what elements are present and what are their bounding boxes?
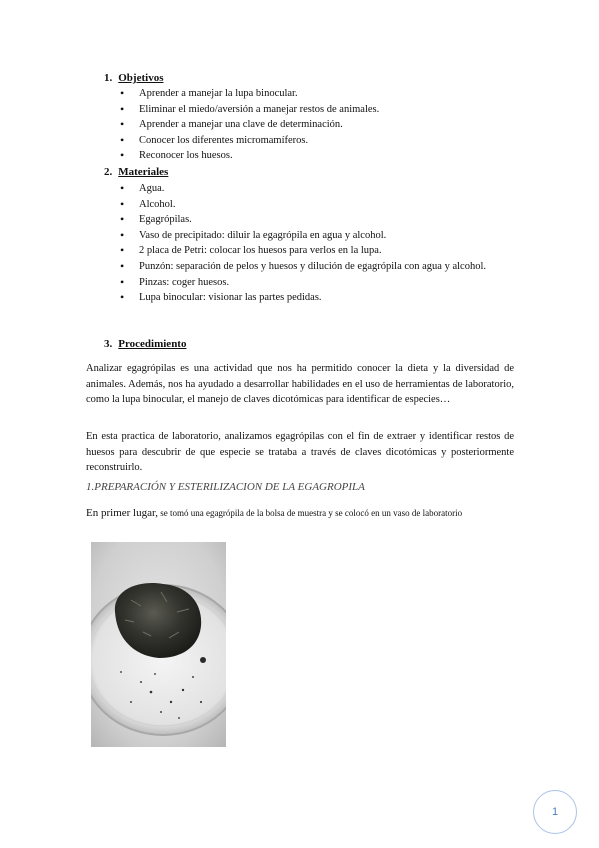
- section-title: Procedimiento: [118, 338, 187, 350]
- list-item: • Vaso de precipitado: diluir la egagrópila en agua y alcohol.: [120, 228, 515, 244]
- page-number: 1: [533, 790, 577, 834]
- section-number: 2.: [104, 166, 113, 178]
- egagropila-photo: [91, 542, 226, 747]
- section-heading-procedimiento: [104, 338, 186, 350]
- paragraph-intro: Analizar egagrópilas es una actividad que nos ha permitido conocer la dieta y la diversidad de animales. Además, nos ha ayudado a desarrollar habilidades en el uso de herramientas de laboratorio, como la lupa binocular, el manejo de claves dicotómicas para identificar de especies…: [86, 363, 514, 406]
- objetivos-list: [120, 86, 520, 164]
- list-item: • Lupa binocular: visionar las partes pedidas.: [120, 290, 515, 306]
- section-number: 1.: [104, 72, 113, 84]
- section-heading-objetivos: [104, 72, 163, 84]
- step-rest-text: se tomó una egagrópila de la bolsa de muestra y se colocó en un vaso de laboratorio: [157, 508, 463, 518]
- list-item: • 2 placa de Petri: colocar los huesos para verlos en la lupa.: [120, 243, 515, 259]
- list-item: • Conocer los diferentes micromamíferos.: [120, 133, 520, 149]
- list-item: • Aprender a manejar una clave de determinación.: [120, 117, 520, 133]
- list-item: • Aprender a manejar la lupa binocular.: [120, 86, 520, 102]
- list-item: • Pinzas: coger huesos.: [120, 275, 515, 291]
- list-item: • Egagrópilas.: [120, 212, 515, 228]
- paragraph-step-1: [86, 506, 514, 522]
- step-lead-text: En primer lugar,: [86, 507, 158, 519]
- paragraph-practica: En esta practica de laboratorio, analizamos egagrópilas con el fin de extraer y identificar restos de huesos para descubrir de que especie se trataba a través de claves dicotómicas y posteriormente reconstruirlo.: [86, 431, 514, 474]
- list-item: • Eliminar el miedo/aversión a manejar restos de animales.: [120, 102, 520, 118]
- subheading-preparacion: 1.PREPARACIÓN Y ESTERILIZACION DE LA EGAGROPILA: [86, 481, 365, 493]
- materiales-list: [120, 181, 515, 306]
- list-item: • Alcohol.: [120, 197, 515, 213]
- section-title: Objetivos: [118, 72, 164, 84]
- list-item: • Agua.: [120, 181, 515, 197]
- list-item: • Reconocer los huesos.: [120, 148, 520, 164]
- section-number: 3.: [104, 338, 113, 350]
- list-item: • Punzón: separación de pelos y huesos y dilución de egagrópila con agua y alcohol.: [120, 259, 515, 275]
- section-title: Materiales: [118, 166, 169, 178]
- section-heading-materiales: [104, 166, 168, 178]
